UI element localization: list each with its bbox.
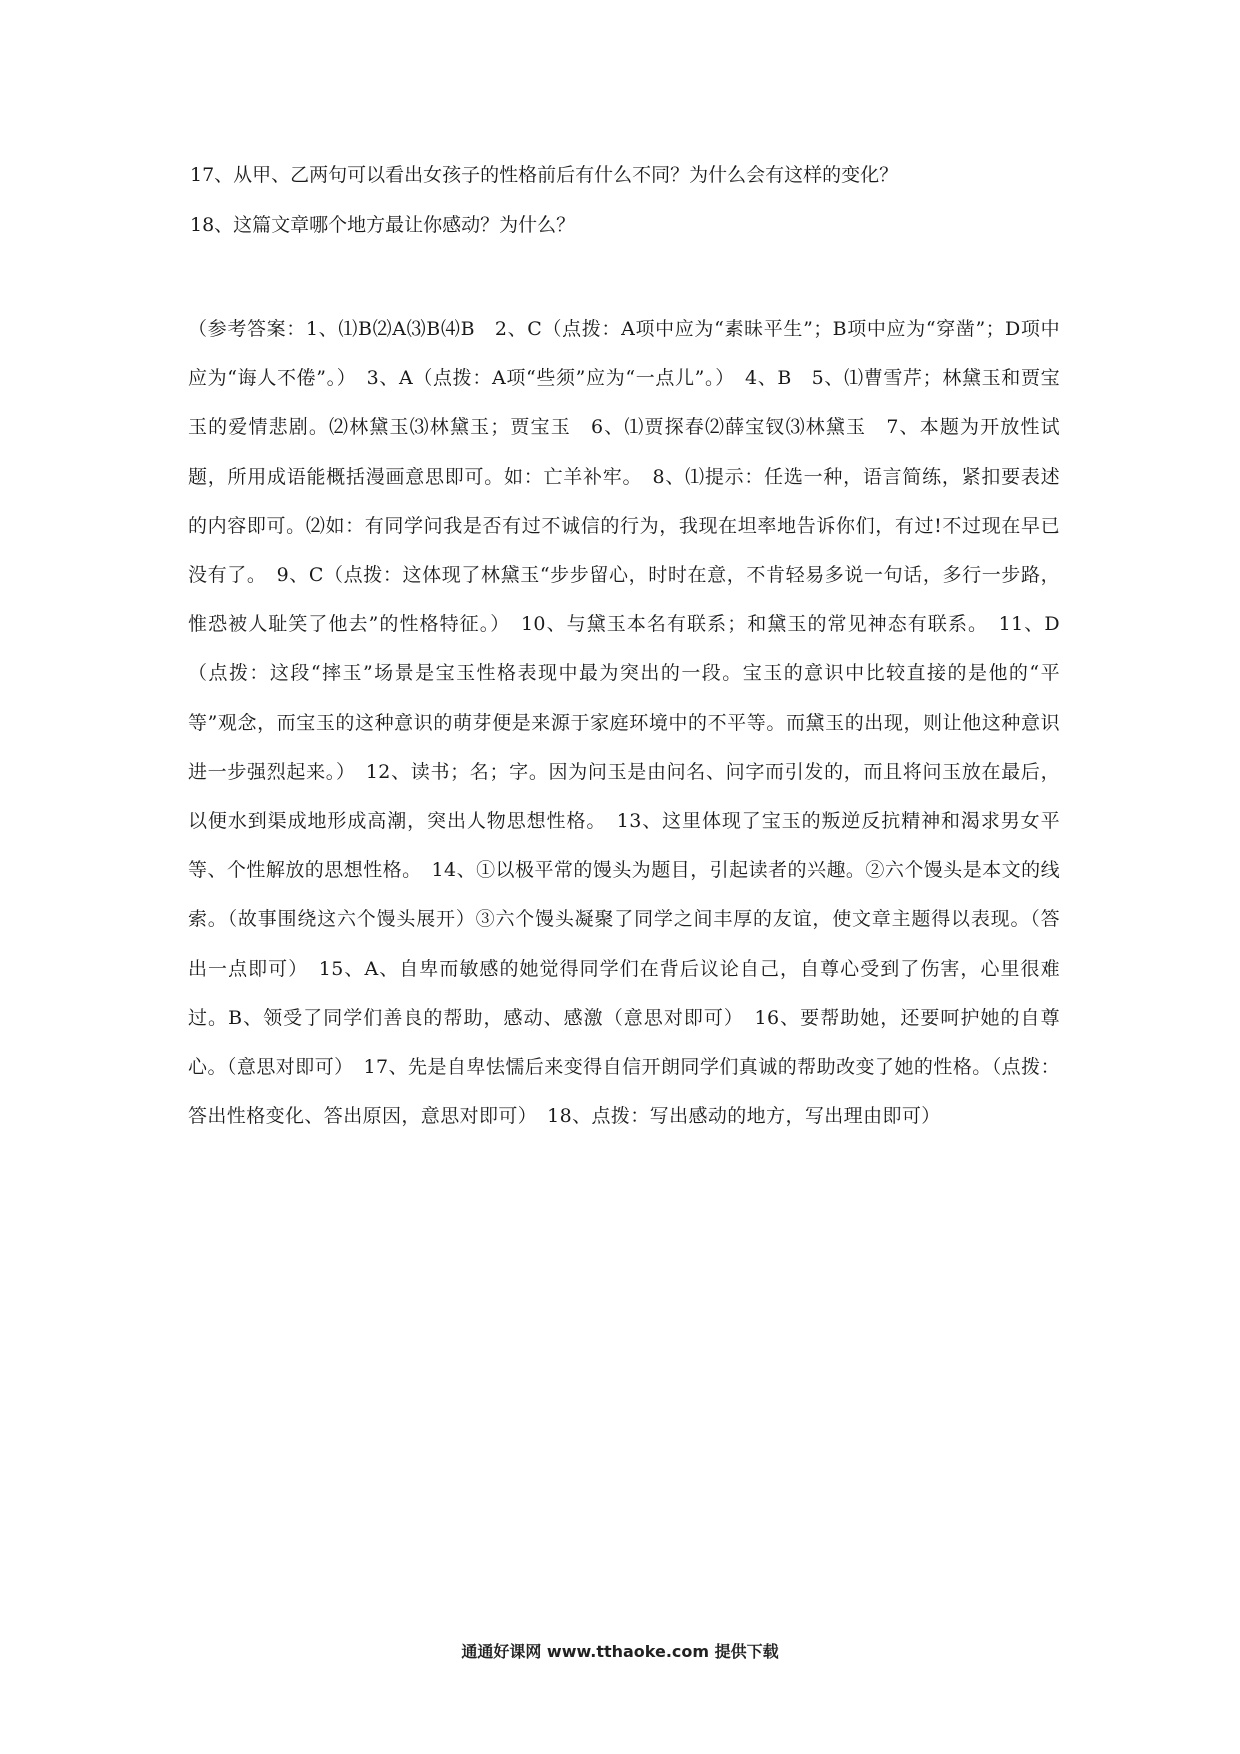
reference-answers: （参考答案：1、⑴B⑵A⑶B⑷B 2、C（点拨：A项中应为“素昧平生”；B项中应为“穿凿”；D项中应为“诲人不倦”。） 3、A（点拨：A项“些须”应为“一点儿”。） 4、B 5、⑴曹雪芹；林黛玉和贾宝玉的爱情悲剧。⑵林黛玉⑶林黛玉；贾宝玉 6、⑴贾探春⑵薛宝钗⑶林黛玉 7、本题为开放性试题，所用成语能概括漫画意思即可。如：亡羊补牢。 8、⑴提示：任选一种，语言简练，紧扣要表述的内容即可。⑵如：有同学问我是否有过不诚信的行为，我现在坦率地告诉你们，有过!不过现在早已没有了。 9、C（点拨：这体现了林黛玉“步步留心，时时在意，不肯轻易多说一句话，多行一步路，惟恐被人耻笑了他去”的性格特征。） 10、与黛玉本名有联系；和黛玉的常见神态有联系。 11、D（点拨：这段“摔玉”场景是宝玉性格表现中最为突出的一段。宝玉的意识中比较直接的是他的“平等”观念，而宝玉的这种意识的萌芽便是来源于家庭环境中的不平等。而黛玉的出现，则让他这种意识进一步强烈起来。） 12、读书；名；字。因为问玉是由问名、问字而引发的，而且将问玉放在最后，以便水到渠成地形成高潮，突出人物思想性格。 13、这里体现了宝玉的叛逆反抗精神和渴求男女平等、个性解放的思想性格。 14、①以极平常的馒头为题目，引起读者的兴趣。②六个馒头是本文的线索。（故事围绕这六个馒头展开）③六个馒头凝聚了同学之间丰厚的友谊，使文章主题得以表现。（答出一点即可） 15、A、自卑而敏感的她觉得同学们在背后议论自己，自尊心受到了伤害，心里很难过。B、领受了同学们善良的帮助，感动、感激（意思对即可） 16、要帮助她，还要呵护她的自尊心。（意思对即可） 17、先是自卑怯懦后来变得自信开朗同学们真诚的帮助改变了她的性格。（点拨：答出性格变化、答出原因，意思对即可） 18、点拨：写出感动的地方，写出理由即可） bbox=[188, 318, 1060, 1128]
question-17: 17、从甲、乙两句可以看出女孩子的性格前后有什么不同？为什么会有这样的变化？ bbox=[190, 164, 899, 186]
footer-watermark: 通通好课网 www.tthaoke.com 提供下载 bbox=[461, 1642, 779, 1661]
question-18: 18、这篇文章哪个地方最让你感动？为什么？ bbox=[190, 214, 576, 236]
